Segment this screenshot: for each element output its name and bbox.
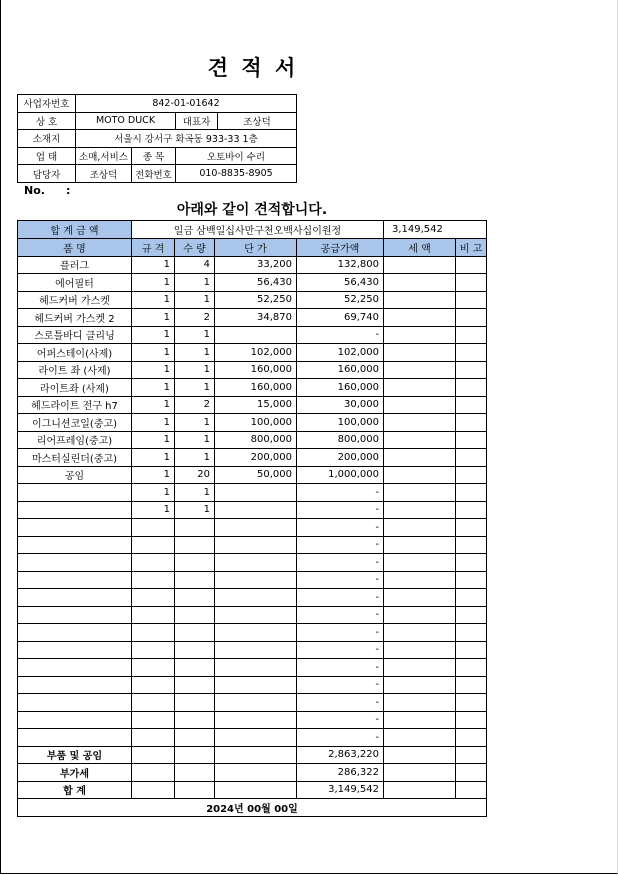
item-supply-amount: - bbox=[297, 554, 384, 572]
item-spec: 1 bbox=[132, 379, 175, 397]
info-row-biz bbox=[18, 147, 297, 165]
item-unit-price bbox=[215, 326, 297, 344]
item-note bbox=[456, 571, 487, 589]
item-name: 헤드커버 가스켓 bbox=[18, 291, 132, 309]
item-supply-amount: 200,000 bbox=[297, 449, 384, 467]
item-unit-price bbox=[215, 676, 297, 694]
item-note bbox=[456, 536, 487, 554]
item-qty bbox=[175, 711, 215, 729]
item-name bbox=[18, 536, 132, 554]
item-tax bbox=[384, 431, 456, 449]
item-name bbox=[18, 694, 132, 712]
item-name bbox=[18, 641, 132, 659]
item-tax bbox=[384, 624, 456, 642]
item-unit-price bbox=[215, 536, 297, 554]
number-colon: : bbox=[66, 184, 71, 197]
item-name: 이그니션코일(중고) bbox=[18, 414, 132, 432]
item-tax bbox=[384, 414, 456, 432]
item-spec bbox=[132, 659, 175, 677]
item-spec bbox=[132, 519, 175, 537]
item-unit-price: 800,000 bbox=[215, 431, 297, 449]
info-row-company bbox=[18, 112, 297, 130]
table-row bbox=[18, 309, 487, 327]
item-spec: 1 bbox=[132, 501, 175, 519]
table-row bbox=[18, 606, 487, 624]
biz-item-value: 오토바이 수리 bbox=[176, 147, 297, 165]
item-qty bbox=[175, 519, 215, 537]
item-supply-amount: - bbox=[297, 501, 384, 519]
item-qty bbox=[175, 606, 215, 624]
column-header-row bbox=[18, 239, 487, 257]
reg-value: 842-01-01642 bbox=[76, 95, 297, 113]
table-row bbox=[18, 501, 487, 519]
item-supply-amount: - bbox=[297, 694, 384, 712]
address-value: 서울시 강서구 화곡동 933-33 1층 bbox=[76, 130, 297, 148]
item-name: 공임 bbox=[18, 466, 132, 484]
item-supply-amount: 160,000 bbox=[297, 379, 384, 397]
item-qty: 1 bbox=[175, 326, 215, 344]
item-supply-amount: 160,000 bbox=[297, 361, 384, 379]
item-supply-amount: 56,430 bbox=[297, 274, 384, 292]
item-qty bbox=[175, 536, 215, 554]
item-note bbox=[456, 379, 487, 397]
total-value: 3,149,542 bbox=[297, 781, 384, 799]
item-supply-amount: - bbox=[297, 676, 384, 694]
table-row bbox=[18, 414, 487, 432]
empty-cell bbox=[215, 781, 297, 799]
item-qty: 1 bbox=[175, 449, 215, 467]
business-info-table bbox=[17, 94, 297, 183]
item-supply-amount: - bbox=[297, 659, 384, 677]
item-spec bbox=[132, 711, 175, 729]
item-qty: 1 bbox=[175, 274, 215, 292]
item-supply-amount: 52,250 bbox=[297, 291, 384, 309]
item-tax bbox=[384, 711, 456, 729]
item-unit-price bbox=[215, 589, 297, 607]
table-row bbox=[18, 711, 487, 729]
total-label: 부품 및 공임 bbox=[18, 746, 132, 764]
item-unit-price bbox=[215, 659, 297, 677]
ceo-value: 조상덕 bbox=[218, 112, 297, 130]
item-qty bbox=[175, 659, 215, 677]
empty-cell bbox=[215, 746, 297, 764]
item-unit-price: 200,000 bbox=[215, 449, 297, 467]
table-row bbox=[18, 361, 487, 379]
header-tax: 세 액 bbox=[384, 239, 456, 257]
table-row bbox=[18, 589, 487, 607]
item-note bbox=[456, 659, 487, 677]
item-name: 플러그 bbox=[18, 256, 132, 274]
item-spec bbox=[132, 694, 175, 712]
item-name bbox=[18, 606, 132, 624]
item-spec: 1 bbox=[132, 449, 175, 467]
item-spec: 1 bbox=[132, 274, 175, 292]
header-note: 비 고 bbox=[456, 239, 487, 257]
item-spec bbox=[132, 589, 175, 607]
item-supply-amount: 69,740 bbox=[297, 309, 384, 327]
item-name bbox=[18, 484, 132, 502]
table-row bbox=[18, 641, 487, 659]
item-tax bbox=[384, 291, 456, 309]
item-qty: 1 bbox=[175, 291, 215, 309]
item-note bbox=[456, 606, 487, 624]
table-row bbox=[18, 256, 487, 274]
item-note bbox=[456, 589, 487, 607]
item-name bbox=[18, 571, 132, 589]
item-name bbox=[18, 589, 132, 607]
item-spec bbox=[132, 536, 175, 554]
header-qty: 수 량 bbox=[175, 239, 215, 257]
item-note bbox=[456, 694, 487, 712]
table-row bbox=[18, 466, 487, 484]
item-tax bbox=[384, 519, 456, 537]
item-note bbox=[456, 554, 487, 572]
item-qty bbox=[175, 694, 215, 712]
item-spec bbox=[132, 554, 175, 572]
item-tax bbox=[384, 729, 456, 747]
item-spec: 1 bbox=[132, 361, 175, 379]
address-label: 소재지 bbox=[18, 130, 76, 148]
item-spec: 1 bbox=[132, 484, 175, 502]
item-spec bbox=[132, 676, 175, 694]
item-name bbox=[18, 676, 132, 694]
summary-label: 합 계 금 액 bbox=[18, 221, 132, 239]
item-unit-price: 160,000 bbox=[215, 379, 297, 397]
item-note bbox=[456, 519, 487, 537]
item-tax bbox=[384, 606, 456, 624]
item-name: 라이트 좌 (사제) bbox=[18, 361, 132, 379]
item-tax bbox=[384, 501, 456, 519]
estimate-table bbox=[17, 220, 487, 817]
item-name: 라이트좌 (사제) bbox=[18, 379, 132, 397]
item-qty: 1 bbox=[175, 484, 215, 502]
item-qty bbox=[175, 624, 215, 642]
item-supply-amount: - bbox=[297, 519, 384, 537]
empty-cell bbox=[456, 764, 487, 782]
table-row bbox=[18, 449, 487, 467]
item-unit-price: 100,000 bbox=[215, 414, 297, 432]
item-qty: 1 bbox=[175, 414, 215, 432]
empty-cell bbox=[215, 764, 297, 782]
info-row-address bbox=[18, 130, 297, 148]
item-spec: 1 bbox=[132, 309, 175, 327]
table-row bbox=[18, 694, 487, 712]
item-supply-amount: - bbox=[297, 624, 384, 642]
item-spec: 1 bbox=[132, 431, 175, 449]
item-name bbox=[18, 519, 132, 537]
number-label: No. bbox=[24, 184, 45, 197]
item-supply-amount: - bbox=[297, 711, 384, 729]
item-qty bbox=[175, 589, 215, 607]
item-tax bbox=[384, 449, 456, 467]
company-label: 상 호 bbox=[18, 112, 76, 130]
item-name: 헤드커버 가스켓 2 bbox=[18, 309, 132, 327]
item-note bbox=[456, 361, 487, 379]
total-row bbox=[18, 746, 487, 764]
item-qty bbox=[175, 554, 215, 572]
biz-item-label: 종 목 bbox=[132, 147, 176, 165]
table-row bbox=[18, 379, 487, 397]
item-supply-amount: - bbox=[297, 729, 384, 747]
item-note bbox=[456, 414, 487, 432]
item-spec bbox=[132, 624, 175, 642]
table-row bbox=[18, 571, 487, 589]
item-unit-price bbox=[215, 711, 297, 729]
item-tax bbox=[384, 256, 456, 274]
item-unit-price bbox=[215, 641, 297, 659]
summary-row bbox=[18, 221, 487, 239]
info-row-contact bbox=[18, 165, 297, 183]
item-spec bbox=[132, 571, 175, 589]
item-note bbox=[456, 431, 487, 449]
empty-cell bbox=[456, 746, 487, 764]
total-value: 286,322 bbox=[297, 764, 384, 782]
header-supply-amount: 공급가액 bbox=[297, 239, 384, 257]
item-tax bbox=[384, 484, 456, 502]
empty-cell bbox=[132, 781, 175, 799]
item-supply-amount: - bbox=[297, 606, 384, 624]
item-supply-amount: 102,000 bbox=[297, 344, 384, 362]
item-note bbox=[456, 711, 487, 729]
item-unit-price bbox=[215, 624, 297, 642]
empty-cell bbox=[456, 781, 487, 799]
item-spec: 1 bbox=[132, 326, 175, 344]
item-unit-price bbox=[215, 554, 297, 572]
item-unit-price: 34,870 bbox=[215, 309, 297, 327]
empty-cell bbox=[175, 764, 215, 782]
item-spec: 1 bbox=[132, 291, 175, 309]
item-name: 어퍼스테이(사제) bbox=[18, 344, 132, 362]
item-tax bbox=[384, 571, 456, 589]
item-unit-price: 15,000 bbox=[215, 396, 297, 414]
reg-label: 사업자번호 bbox=[18, 95, 76, 113]
item-qty: 1 bbox=[175, 431, 215, 449]
item-qty: 2 bbox=[175, 396, 215, 414]
empty-cell bbox=[175, 746, 215, 764]
item-supply-amount: - bbox=[297, 589, 384, 607]
item-unit-price bbox=[215, 571, 297, 589]
item-unit-price: 160,000 bbox=[215, 361, 297, 379]
total-value: 2,863,220 bbox=[297, 746, 384, 764]
date-text: 2024년 00월 00일 bbox=[18, 799, 487, 817]
item-unit-price bbox=[215, 519, 297, 537]
item-name: 헤드라이트 전구 h7 bbox=[18, 396, 132, 414]
item-supply-amount: 800,000 bbox=[297, 431, 384, 449]
biz-type-value: 소매,서비스 bbox=[76, 147, 132, 165]
item-name bbox=[18, 711, 132, 729]
item-tax bbox=[384, 676, 456, 694]
table-row bbox=[18, 291, 487, 309]
table-row bbox=[18, 484, 487, 502]
item-name: 에어필터 bbox=[18, 274, 132, 292]
item-supply-amount: 132,800 bbox=[297, 256, 384, 274]
item-tax bbox=[384, 641, 456, 659]
item-supply-amount: 30,000 bbox=[297, 396, 384, 414]
table-row bbox=[18, 729, 487, 747]
table-row bbox=[18, 554, 487, 572]
item-qty bbox=[175, 641, 215, 659]
item-name bbox=[18, 501, 132, 519]
table-row bbox=[18, 326, 487, 344]
item-tax bbox=[384, 466, 456, 484]
item-note bbox=[456, 256, 487, 274]
summary-korean-amount: 일금 삼백일십사만구천오백사십이원정 bbox=[132, 221, 384, 239]
item-spec bbox=[132, 641, 175, 659]
table-row bbox=[18, 624, 487, 642]
item-tax bbox=[384, 379, 456, 397]
total-label: 부가세 bbox=[18, 764, 132, 782]
item-name bbox=[18, 729, 132, 747]
document-title: 견 적 서 bbox=[207, 56, 299, 80]
item-supply-amount: - bbox=[297, 484, 384, 502]
table-row bbox=[18, 396, 487, 414]
item-supply-amount: 100,000 bbox=[297, 414, 384, 432]
item-unit-price: 33,200 bbox=[215, 256, 297, 274]
total-row bbox=[18, 764, 487, 782]
item-note bbox=[456, 291, 487, 309]
item-tax bbox=[384, 326, 456, 344]
item-supply-amount: - bbox=[297, 571, 384, 589]
item-unit-price bbox=[215, 606, 297, 624]
item-note bbox=[456, 484, 487, 502]
item-name bbox=[18, 659, 132, 677]
biz-type-label: 업 태 bbox=[18, 147, 76, 165]
item-note bbox=[456, 624, 487, 642]
item-spec bbox=[132, 606, 175, 624]
date-row bbox=[18, 799, 487, 817]
table-row bbox=[18, 676, 487, 694]
item-name bbox=[18, 554, 132, 572]
manager-value: 조상덕 bbox=[76, 165, 132, 183]
manager-label: 담당자 bbox=[18, 165, 76, 183]
item-note bbox=[456, 396, 487, 414]
item-tax bbox=[384, 694, 456, 712]
item-supply-amount: - bbox=[297, 536, 384, 554]
empty-cell bbox=[132, 764, 175, 782]
item-unit-price bbox=[215, 729, 297, 747]
item-spec: 1 bbox=[132, 256, 175, 274]
item-tax bbox=[384, 361, 456, 379]
estimate-subtitle: 아래와 같이 견적합니다. bbox=[176, 202, 328, 218]
item-qty: 1 bbox=[175, 361, 215, 379]
item-qty: 2 bbox=[175, 309, 215, 327]
table-row bbox=[18, 536, 487, 554]
item-note bbox=[456, 344, 487, 362]
item-note bbox=[456, 501, 487, 519]
summary-amount: 3,149,542 bbox=[384, 221, 487, 239]
info-row-reg bbox=[18, 95, 297, 113]
item-name: 마스터실린더(중고) bbox=[18, 449, 132, 467]
item-spec bbox=[132, 729, 175, 747]
item-note bbox=[456, 449, 487, 467]
item-tax bbox=[384, 274, 456, 292]
empty-cell bbox=[384, 781, 456, 799]
table-row bbox=[18, 344, 487, 362]
item-note bbox=[456, 676, 487, 694]
total-row bbox=[18, 781, 487, 799]
item-supply-amount: - bbox=[297, 326, 384, 344]
item-tax bbox=[384, 309, 456, 327]
item-name: 스로틀바디 클리닝 bbox=[18, 326, 132, 344]
item-spec: 1 bbox=[132, 414, 175, 432]
header-unit-price: 단 가 bbox=[215, 239, 297, 257]
item-note bbox=[456, 274, 487, 292]
item-tax bbox=[384, 396, 456, 414]
item-tax bbox=[384, 659, 456, 677]
item-tax bbox=[384, 554, 456, 572]
item-unit-price bbox=[215, 694, 297, 712]
ceo-label: 대표자 bbox=[176, 112, 218, 130]
item-qty bbox=[175, 729, 215, 747]
phone-label: 전화번호 bbox=[132, 165, 176, 183]
item-tax bbox=[384, 536, 456, 554]
item-qty: 1 bbox=[175, 344, 215, 362]
company-value: MOTO DUCK bbox=[76, 112, 176, 130]
empty-cell bbox=[384, 764, 456, 782]
empty-cell bbox=[384, 746, 456, 764]
item-unit-price bbox=[215, 501, 297, 519]
item-qty: 1 bbox=[175, 501, 215, 519]
item-supply-amount: - bbox=[297, 641, 384, 659]
item-spec: 1 bbox=[132, 466, 175, 484]
empty-cell bbox=[132, 746, 175, 764]
table-row bbox=[18, 519, 487, 537]
item-unit-price: 50,000 bbox=[215, 466, 297, 484]
item-qty: 1 bbox=[175, 379, 215, 397]
item-spec: 1 bbox=[132, 344, 175, 362]
item-tax bbox=[384, 589, 456, 607]
table-row bbox=[18, 659, 487, 677]
item-unit-price: 56,430 bbox=[215, 274, 297, 292]
item-supply-amount: 1,000,000 bbox=[297, 466, 384, 484]
item-qty bbox=[175, 571, 215, 589]
item-note bbox=[456, 641, 487, 659]
phone-value: 010-8835-8905 bbox=[176, 165, 297, 183]
item-qty bbox=[175, 676, 215, 694]
item-unit-price: 102,000 bbox=[215, 344, 297, 362]
item-qty: 4 bbox=[175, 256, 215, 274]
item-note bbox=[456, 466, 487, 484]
header-spec: 규 격 bbox=[132, 239, 175, 257]
item-name bbox=[18, 624, 132, 642]
item-qty: 20 bbox=[175, 466, 215, 484]
item-note bbox=[456, 729, 487, 747]
item-unit-price bbox=[215, 484, 297, 502]
item-spec: 1 bbox=[132, 396, 175, 414]
total-label: 합 계 bbox=[18, 781, 132, 799]
item-note bbox=[456, 326, 487, 344]
item-tax bbox=[384, 344, 456, 362]
item-unit-price: 52,250 bbox=[215, 291, 297, 309]
empty-cell bbox=[175, 781, 215, 799]
header-item-name: 품 명 bbox=[18, 239, 132, 257]
table-row bbox=[18, 431, 487, 449]
table-row bbox=[18, 274, 487, 292]
item-name: 리어프레임(중고) bbox=[18, 431, 132, 449]
item-note bbox=[456, 309, 487, 327]
